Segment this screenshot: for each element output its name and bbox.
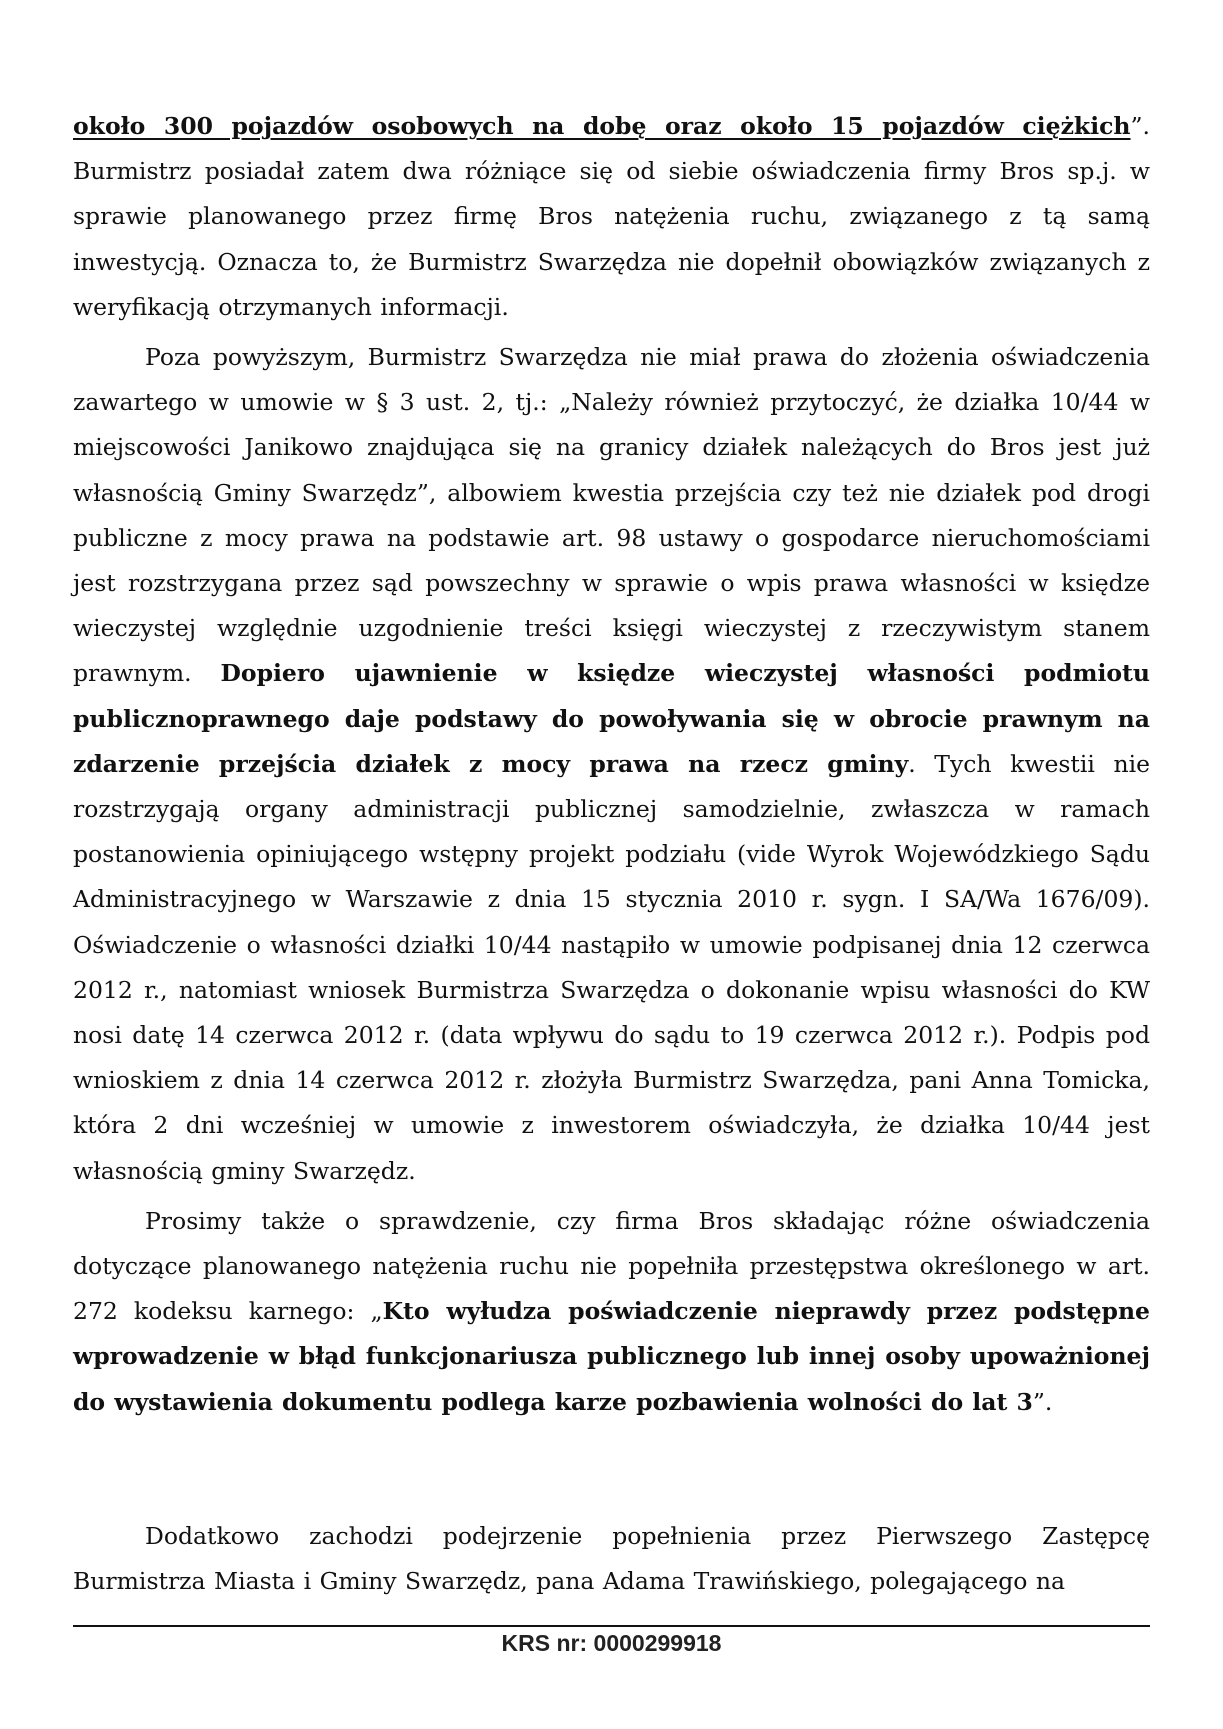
- footer-divider: [73, 1625, 1150, 1627]
- paragraph-text: ”.: [1032, 1387, 1053, 1416]
- footer-krs-number: KRS nr: 0000299918: [501, 1630, 722, 1656]
- paragraph-criminal-code-request: [73, 1199, 1150, 1425]
- document-body: [73, 104, 1151, 1596]
- bold-underlined-text: około 300 pojazdów osobowych na dobę oraz około 15 pojazdów ciężkich: [73, 112, 1131, 140]
- paragraph-text: Dodatkowo zachodzi podejrzenie popełnienia przez Pierwszego Zastępcę Burmistrza Miasta i Gminy Swarzędz, pana Adama Trawińskiego, polegającego na: [73, 1522, 1150, 1596]
- paragraph-ownership-statement: [73, 335, 1150, 1194]
- paragraph-text: . Tych kwestii nie rozstrzygają organy administracji publicznej samodzielnie, zwłaszcza w ramach postanowienia opiniującego wstępny projekt podziału (vide Wyrok Wojewódzkiego Sądu Administracyjnego w Warszawie z dnia 15 stycznia 2010 r. sygn. I SA/Wa 1676/09). Oświadczenie o własności działki 10/44 nastąpiło w umowie podpisanej dnia 12 czerwca 2012 r., natomiast wniosek Burmistrza Swarzędza o dokonanie wpisu własności do KW nosi datę 14 czerwca 2012 r. (data wpływu do sądu to 19 czerwca 2012 r.). Podpis pod wnioskiem z dnia 14 czerwca 2012 r. złożyła Burmistrz Swarzędza, pani Anna Tomicka, która 2 dni wcześniej w umowie z inwestorem oświadczyła, że działka 10/44 jest własnością gminy Swarzędz.: [73, 749, 1151, 1185]
- bold-text: Dopiero ujawnienie w księdze wieczystej własności podmiotu publicznoprawnego daje podstawy do powoływania się w obrocie prawnym na zdarzenie przejścia działek z mocy prawa na rzecz gminy: [73, 659, 1151, 778]
- paragraph-deputy-mayor: [73, 1514, 1150, 1604]
- paragraph-text: Poza powyższym, Burmistrz Swarzędza nie miał prawa do złożenia oświadczenia zawartego w umowie w § 3 ust. 2, tj.: „Należy również przytoczyć, że działka 10/44 w miejscowości Janikowo znajdująca się na granicy działek należących do Bros jest już własnością Gminy Swarzędz”, albowiem kwestia przejścia czy też nie działek pod drogi publiczne z mocy prawa na podstawie art. 98 ustawy o gospodarce nieruchomościami jest rozstrzygana przez sąd powszechny w sprawie o wpis prawa własności w księdze wieczystej względnie uzgodnienie treści księgi wieczystej z rzeczywistym stanem prawnym.: [73, 343, 1150, 688]
- bold-text: Kto wyłudza poświadczenie nieprawdy przez podstępne wprowadzenie w błąd funkcjonariusza publicznego lub innej osoby upoważnionej do wystawienia dokumentu podlega karze pozbawienia wolności do lat 3: [73, 1297, 1150, 1416]
- paragraph-text: Prosimy także o sprawdzenie, czy firma Bros składając różne oświadczenia dotyczące planowanego natężenia ruchu nie popełniła przestępstwa określonego w art. 272 kodeksu karnego: „: [73, 1206, 1150, 1326]
- paragraph-traffic-statements: [73, 104, 1150, 330]
- paragraph-text: ”. Burmistrz posiadał zatem dwa różniące się od siebie oświadczenia firmy Bros sp.j. w sprawie planowanego przez firmę Bros natężenia ruchu, związanego z tą samą inwestycją. Oznacza to, że Burmistrz Swarzędza nie dopełnił obowiązków związanych z weryfikacją otrzymanych informacji.: [73, 112, 1150, 321]
